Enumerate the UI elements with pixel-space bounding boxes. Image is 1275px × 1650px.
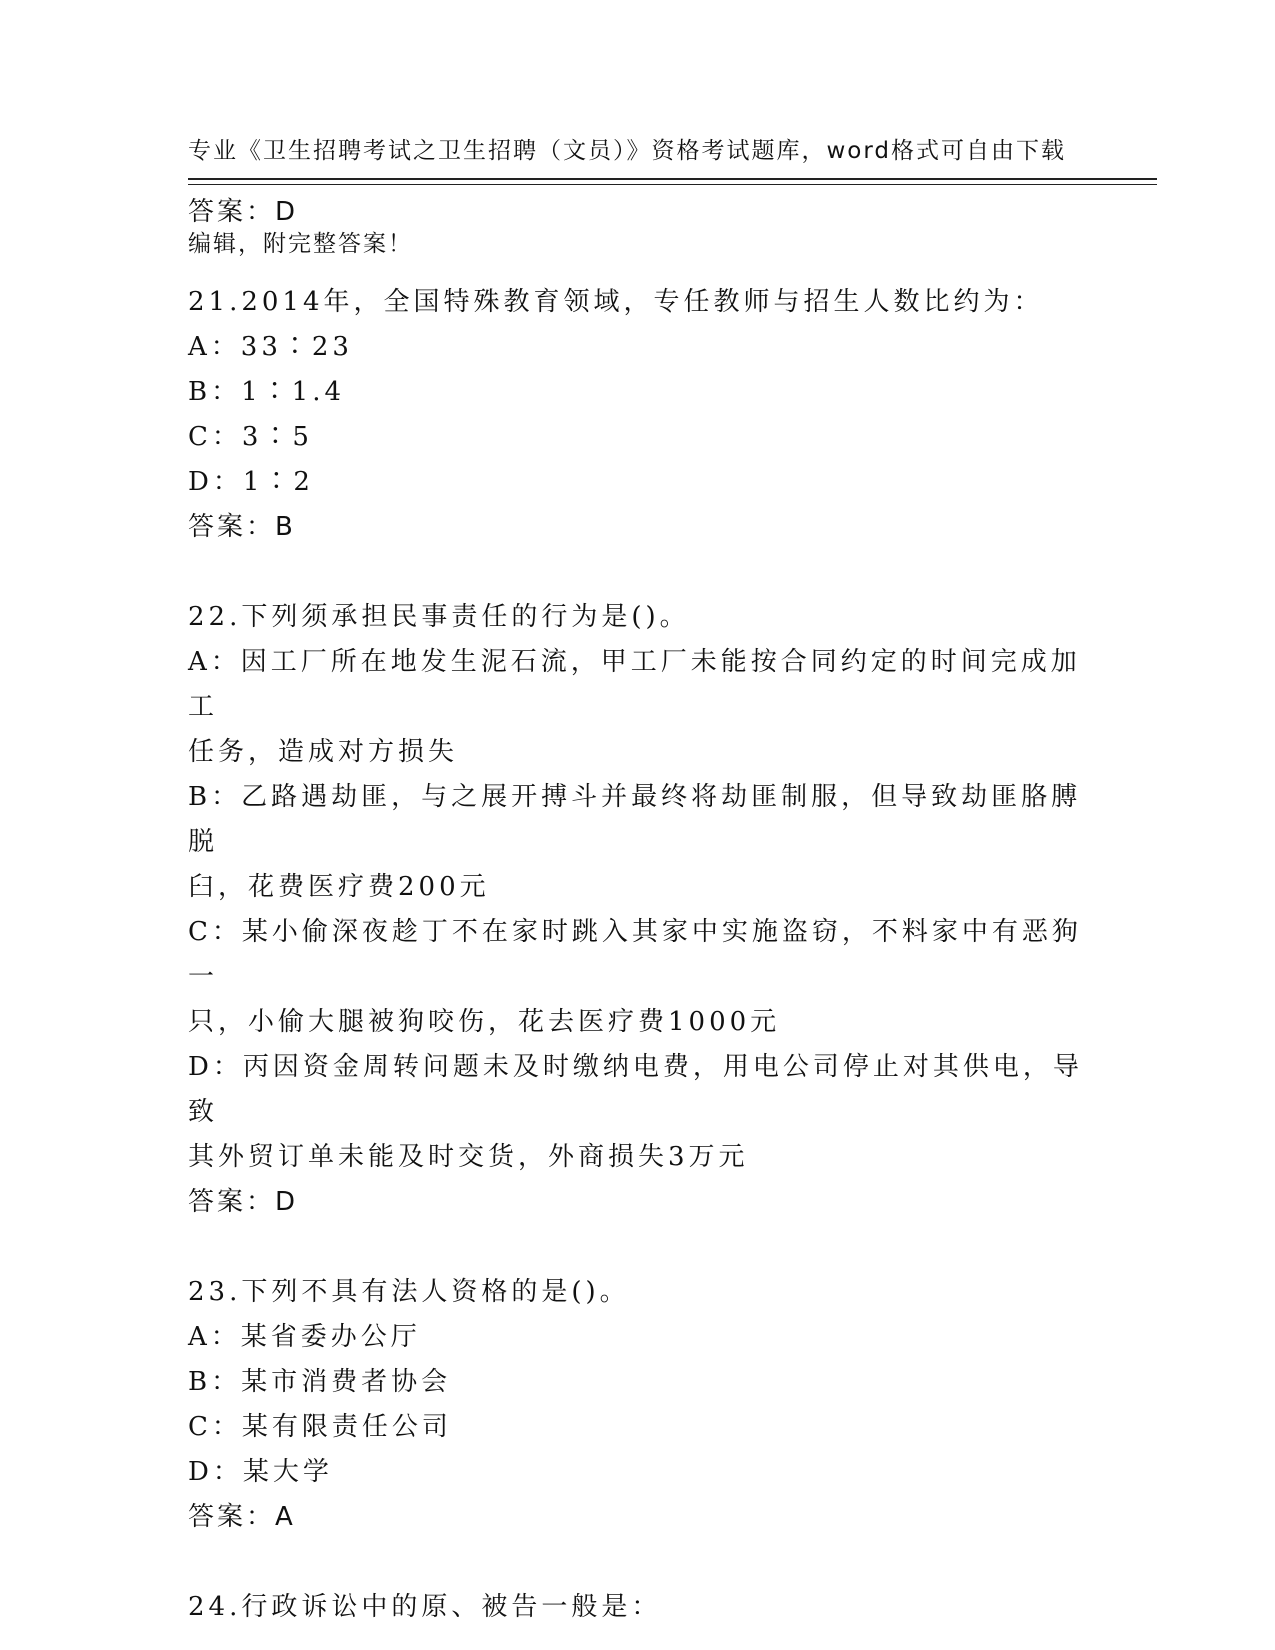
option-c-continued: 只，小偷大腿被狗咬伤，花去医疗费1000元	[188, 1007, 781, 1037]
header-rule-thick	[188, 178, 1157, 180]
question-21	[188, 280, 1088, 550]
spacer	[188, 1225, 1088, 1270]
question-stem: 21.2014年，全国特殊教育领域，专任教师与招生人数比约为：	[188, 287, 1044, 317]
option-b: B：1∶1.4	[188, 377, 345, 407]
spacer	[188, 1540, 1088, 1585]
answer-line: 答案：A	[188, 1502, 296, 1532]
question-stem: 23.下列不具有法人资格的是()。	[188, 1277, 630, 1307]
option-d: D：某大学	[188, 1457, 333, 1487]
option-b: B：某市消费者协会	[188, 1367, 452, 1397]
option-c: C：某有限责任公司	[188, 1412, 452, 1442]
question-23	[188, 1270, 1088, 1540]
question-22	[188, 595, 1088, 1225]
document-body	[188, 190, 1088, 1630]
answer-line: 答案：B	[188, 512, 296, 542]
option-b: B：乙路遇劫匪，与之展开搏斗并最终将劫匪制服，但导致劫匪胳膊脱	[188, 782, 1082, 857]
header-line-2: 编辑，附完整答案！	[188, 231, 413, 257]
option-c: C：3∶5	[188, 422, 313, 452]
header-rule-thin	[188, 184, 1157, 185]
option-a: A：因工厂所在地发生泥石流，甲工厂未能按合同约定的时间完成加工	[188, 647, 1081, 722]
answer-line: 答案：D	[188, 1187, 299, 1217]
question-24	[188, 1585, 1088, 1630]
option-b-continued: 臼，花费医疗费200元	[188, 872, 490, 902]
header-line-1: 专业《卫生招聘考试之卫生招聘（文员）》资格考试题库，word格式可自由下载	[188, 138, 1067, 164]
question-stem: 22.下列须承担民事责任的行为是()。	[188, 602, 690, 632]
option-d: D：1∶2	[188, 467, 314, 497]
spacer	[188, 550, 1088, 595]
option-a-continued: 任务，造成对方损失	[188, 737, 459, 767]
spacer	[188, 235, 1088, 280]
option-d: D：丙因资金周转问题未及时缴纳电费，用电公司停止对其供电，导致	[188, 1052, 1083, 1127]
option-a: A：某省委办公厅	[188, 1322, 421, 1352]
option-d-continued: 其外贸订单未能及时交货，外商损失3万元	[188, 1142, 749, 1172]
option-a: A：33∶23	[188, 332, 353, 362]
option-c: C：某小偷深夜趁丁不在家时跳入其家中实施盗窃，不料家中有恶狗一	[188, 917, 1082, 992]
answer-line: 答案：D	[188, 197, 299, 227]
question-stem: 24.行政诉讼中的原、被告一般是：	[188, 1592, 662, 1622]
